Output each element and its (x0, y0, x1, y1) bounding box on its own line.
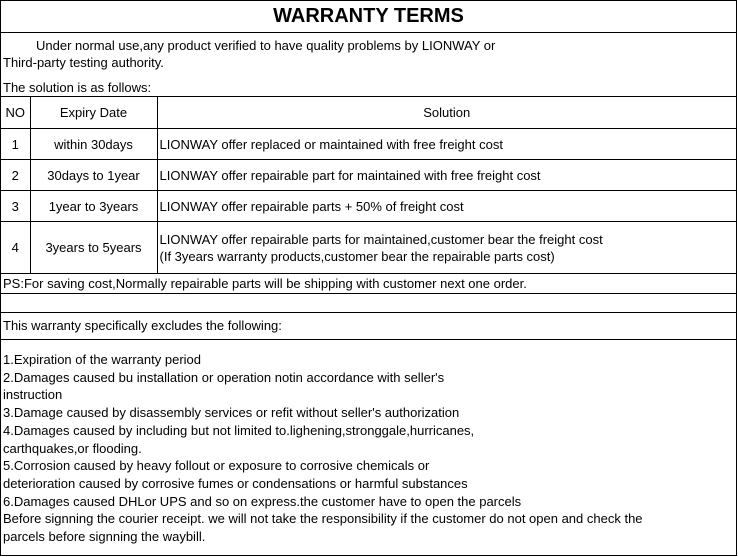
list-item: 6.Damages caused DHLor UPS and so on express.the customer have to open the parcels (3, 493, 522, 509)
list-item: 2.Damages caused bu installation or operation notin accordance with seller's (3, 369, 445, 385)
exclusions-list (3, 351, 736, 546)
intro-paragraph (1, 33, 736, 75)
blank-row (1, 294, 736, 313)
row-solution: LIONWAY offer replaced or maintained with free freight cost (157, 129, 736, 160)
list-item: parcels before signning the waybill. (3, 529, 206, 545)
table-row (1, 191, 736, 222)
row-solution: LIONWAY offer repairable part for maintained with free freight cost (157, 160, 736, 191)
row-expiry: 3years to 5years (30, 222, 157, 274)
row-expiry: 1year to 3years (30, 191, 157, 222)
list-item: 1.Expiration of the warranty period (3, 352, 201, 367)
solution-label: The solution is as follows: (1, 77, 736, 97)
row-expiry: within 30days (30, 129, 157, 160)
header-expiry-date: Expiry Date (30, 97, 157, 129)
row-no: 3 (1, 191, 30, 222)
list-item: 4.Damages caused by including but not limited to.lighening,stronggale,hurricanes, (3, 422, 475, 438)
row-no: 4 (1, 222, 30, 274)
table-row (1, 129, 736, 160)
row-solution: LIONWAY offer repairable parts + 50% of freight cost (157, 191, 736, 222)
row-solution (157, 222, 736, 274)
table-header-row (1, 97, 736, 129)
header-no: NO (1, 97, 30, 129)
header-solution: Solution (157, 97, 736, 129)
table-row (1, 222, 736, 274)
table-row (1, 160, 736, 191)
row-no: 2 (1, 160, 30, 191)
warranty-table (1, 96, 736, 274)
ps-note: PS:For saving cost,Normally repairable parts will be shipping with customer next one order. (1, 273, 736, 294)
intro-line-1: Under normal use,any product verified to have quality problems by LIONWAY or (36, 38, 496, 53)
list-item: 3.Damage caused by disassembly services or refit without seller's authorization (3, 405, 460, 421)
list-item: instruction (3, 387, 63, 403)
list-item: Before signning the courier receipt. we will not take the responsibility if the customer do not open and check the (3, 511, 643, 527)
row-no: 1 (1, 129, 30, 160)
row-solution-line-2: (If 3years warranty products,customer bear the repairable parts cost) (159, 248, 555, 264)
intro-line-2: Third-party testing authority. (3, 55, 164, 70)
exclusions-heading: This warranty specifically excludes the following: (1, 313, 736, 340)
row-solution-line-1: LIONWAY offer repairable parts for maintained,customer bear the freight cost (159, 231, 603, 247)
list-item: 5.Corrosion caused by heavy follout or exposure to corrosive chemicals or (3, 458, 430, 474)
document-title: WARRANTY TERMS (1, 1, 736, 33)
row-expiry: 30days to 1year (30, 160, 157, 191)
list-item: deterioration caused by corrosive fumes or condensations or harmful substances (3, 475, 468, 491)
list-item: carthquakes,or flooding. (3, 440, 142, 456)
